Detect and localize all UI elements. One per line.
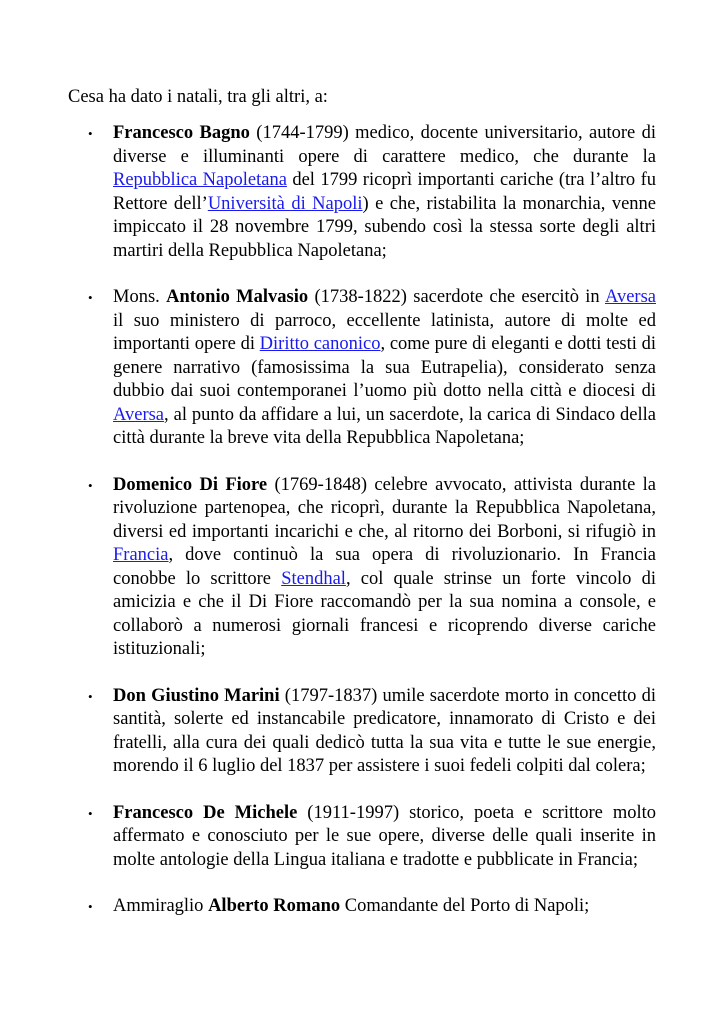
entry-text: (1797-1837) umile sacerdote morto in concetto di santità, solerte ed instancabile predicatore, innamorato di Cristo e dei fratelli, alla cura dei quali dedicò tutta la sua vita e tutte le sue energie, morendo il 6 luglio del 1837 per assistere i suoi fedeli colpiti dal colera; [113,685,657,776]
list-item-francesco-de-michele [88,802,657,873]
list-item-alberto-romano [88,895,656,919]
entry-text: , al punto da affidare a lui, un sacerdote, la carica di Sindaco della città durante la breve vita della Repubblica Napoletana; [113,404,656,448]
person-name: Don Giustino Marini [113,685,280,706]
bullet-icon: • [88,290,93,305]
link-francia[interactable]: Francia [113,545,169,565]
list-item-francesco-bagno [88,122,657,263]
bullet-icon: • [88,899,93,914]
person-title: Ammiraglio [113,896,209,916]
bullet-icon: • [88,126,93,141]
entry-text: (1738-1822) sacerdote che esercitò in [308,287,605,307]
entry-text: , col quale strinse un forte vincolo di amicizia e che il Di Fiore raccomandò per la sua nomina a console, e collaborò a numerosi giornali francesi e ricoprendo diverse cariche istituzionali; [113,568,656,659]
list-item-domenico-di-fiore [88,474,657,662]
link-universita-di-napoli[interactable]: Università di Napoli [207,193,363,214]
person-name: Francesco De Michele [113,802,298,823]
link-repubblica-napoletana[interactable]: Repubblica Napoletana [113,170,287,190]
link-stendhal[interactable]: Stendhal [281,568,346,589]
entry-text: , come pure di eleganti e dotti testi di genere narrativo (famosissima la sua Eutrapelia), considerato senza dubbio dai suoi contemporanei l’uomo più dotto nella città e diocesi di [113,334,656,401]
entry-text: ) e che, ristabilita la monarchia, venne impiccato il 28 novembre 1799, subendo così la stessa sorte degli altri martiri della Repubblica Napoletana; [113,193,657,261]
entry-text: (1911-1997) storico, poeta e scrittore molto affermato e conosciuto per le sue opere, diverse delle quali inserite in molte antologie della Lingua italiana e tradotte e pubblicate in Francia; [113,802,657,870]
entry-text: del 1799 ricoprì importanti cariche (tra l’altro fu Rettore dell’ [113,170,656,214]
person-name: Domenico Di Fiore [113,474,268,495]
bullet-icon: • [88,805,93,821]
intro-text: Cesa ha dato i natali, tra gli altri, a: [68,87,328,107]
link-aversa[interactable]: Aversa [113,404,165,425]
list-item-giustino-marini [88,685,657,779]
entry-text: Comandante del Porto di Napoli; [340,896,590,916]
person-name: Francesco Bagno [113,123,250,143]
person-name: Antonio Malvasio [166,287,309,307]
entry-text: il suo ministero di parroco, eccellente latinista, autore di molte ed importanti opere di [113,310,656,354]
bullet-icon: • [88,688,93,704]
entry-text: (1769-1848) celebre avvocato, attivista durante la rivoluzione partenopea, che ricoprì, durante la Repubblica Napoletana, diversi ed importanti incarichi e che, al ritorno dei Borboni, si rifugiò in [113,474,657,542]
person-name: Alberto Romano [208,896,341,916]
entry-text: (1744-1799) medico, docente universitario, autore di diverse e illuminanti opere di carattere medico, che durante la [113,123,657,167]
people-list [0,122,724,942]
link-diritto-canonico[interactable]: Diritto canonico [259,334,381,354]
link-aversa[interactable]: Aversa [604,287,656,307]
bullet-icon: • [88,477,93,493]
person-title: Mons. [113,287,167,307]
entry-text: , dove continuò la sua opera di rivoluzionario. In Francia conobbe lo scrittore [113,545,656,589]
list-item-antonio-malvasio [88,286,656,451]
